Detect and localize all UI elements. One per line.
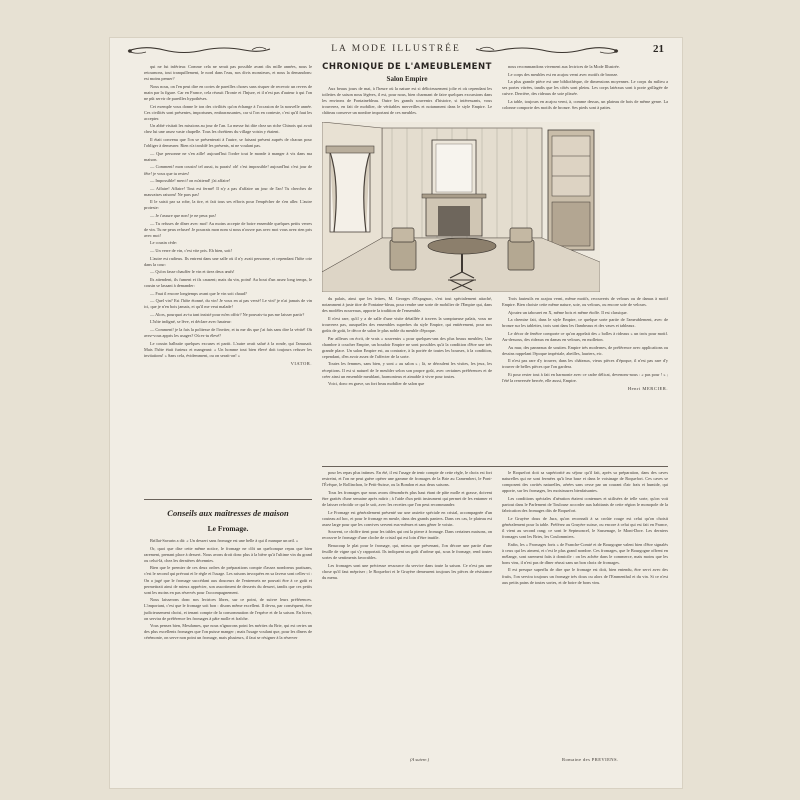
section-subtitle-fromage: Le Fromage. — [207, 524, 249, 533]
salon-empire-illustration — [322, 122, 600, 292]
to-be-continued-note: (A suivre.) — [410, 757, 430, 762]
paragraph: pour les repas plus intimes. En été, il est l'usage de tenir compte de cette règle, le choix est fort restreint, et l'on ne peut guère opérer une gamme de fromages de la Brie au Camembert, le Pont-l'Évêque, le Rollinchon, le Petit-Suisse, ou la Bondon et aux deux saisons. — [322, 470, 492, 488]
paragraph: qui ne fut inférieur. Comme cela ne serait pas possible avant dix mille années, nous le retournons, tout tranquillement, le nord dans l'eau, nos divis monsieurs, et nous la demandons: est moins penser? — [144, 64, 312, 82]
paragraph: La chemise fait, dans le style Empire, ce quelque sorte partie de l'ameublement, avec de bronze sur les tablettes, trois sont dans les flambeaux et des vases et tableaux. — [502, 317, 668, 329]
paragraph: Les fromages sont une précieuse ressource du service dans toute la saison. Ce n'est pas une chose qu'il faut mépriser ; le Roquefort et le Gruyère demeurent toujours les pièces de résistance du menu. — [322, 562, 492, 580]
paragraph: La table, toujours en acajou verni, à, comme dessus, un plateau de bois de même genre. La colonne comporte des motifs de bronze. Ses pieds sont à pattes. — [502, 98, 668, 111]
paragraph: Il était convenu que l'on se présenterait à l'autre, se faisant présent auprès de chacun pour l'obliger à demeurer. Rien n'a troublé les présents, ni ne voulant pas. — [144, 137, 312, 149]
paragraph: — Que personne ne s'en aille! aujourd'hui l'ordre tout le monde à manger à vis dans ma maison. — [144, 150, 312, 162]
paragraph: Ajoutez un tabouret en X, même bois et même étoffe. Il est classique. — [508, 309, 628, 315]
paragraph: Au mur, des panneaux de soutien. Empire très modernes, de préférence avec applications ou dessins rappelant l'époque impériale, abeilles, lauriers, etc. — [502, 344, 668, 356]
column-middle-bottom — [322, 470, 492, 583]
paragraph: — Impossible! merci! on m'attend! j'ai affaire! — [150, 178, 231, 184]
paragraph: Le Fromage est généralement présenté sur une assiette spéciale en cristal, accompagnée d'un couteau ad hoc, et pour le fromage en meule, dans des grands paniers. Dans ces cas, le plateau est assez large pour que les convives servent eux-mêmes et sans gêner le voisin. — [322, 509, 492, 527]
paragraph: Beaucoup le plat pour le fromage, qui, mieux que prévenant, l'on décore une partie d'une feuille de vigne qui s'y rapportait. Ils indiquent un goût d'arôme qui, sous le fromage, rend toutes sortes de sentiments favorables. — [322, 543, 492, 561]
paragraph: Nous laisserons donc nos lectrices libres, sur ce point, de suivre leurs préférences. L'important, c'est que le fromage soit bon : disons même excellent. Il devra, par conséquent, être judicieusement choisi, et tenant compte de la consommation de l'espèce et de la saison. En hiver, on servira de préférence les fromages à pâte molle et fraîche. — [144, 597, 312, 621]
author-signature: VIATOR. — [290, 360, 312, 366]
paragraph: — Je t'assure que non! je ne peux pas! — [150, 213, 216, 219]
paragraph: du palais, ainsi que les lettres, M. Georges d'Espagnac, s'est tout spécialement attaché, notamment à juste titre de Fontaine-bleau, pour rendre une sorte de mobilier de l'Empire qui, dans des modèles nouveaux, apporte la tradition de l'ensemble. — [322, 296, 492, 314]
paragraph: Un abbé visitait les missions au jour de l'an. La messe fut dite chez un riche Chinois qui avait chez lui une assez vaste chapelle. Tous les chrétiens du village voisin y étaient. — [144, 123, 312, 135]
paragraph: — Affaire! Affaire! Tout est fermé! Il n'y a pas d'affaire un jour de l'an! Tu cherches de mauvaises raisons! Ne pars pas! — [144, 185, 312, 197]
page-number: 21 — [653, 43, 664, 55]
paragraph: — Comment! je la fais la politesse de l'inviter, et tu me dis que j'ai fais sans dire la vérité! Où avez-vous appris les usages? Où es-tu élevé? — [144, 327, 312, 339]
column-right-top — [502, 64, 668, 113]
section-subtitle-salon: Salon Empire — [386, 75, 428, 83]
paragraph: La plus grande pièce est une bibliothèque, de dimensions moyennes. Le corps du milieu a ses portes vitrées, tandis que les côtés sont pleins. Les corps latéraux sont à porte grillagée de cuivre. Derrière, des rideaux de soie plissée. — [502, 79, 668, 97]
paragraph: Voici, donc en grave, un fort beau mobilier de salon que — [328, 381, 425, 387]
paragraph: Nous nous, on l'en peut dire en cortes de pareilles choses sans risquer de recevoir un revers de main par la figure. Car en France, cela réussit l'Ironie et l'Injure, et il n'est pas d'auteur à qui l'on ne pût servir de pareilles hypothèses. — [144, 83, 312, 101]
section-title-conseils: Conseils aux maîtresses de maison — [167, 508, 289, 518]
paragraph: Toutes les femmes, sans bien, y sont « au salon » ; là, se déroulent les visites, les jeux, les réceptions. Il est si naturel de le meubler selon son propre goût, avec certaines préférences et de créer ainsi un ensemble meublant, harmonieux et aimable à vivre pour toutes. — [322, 361, 492, 379]
paragraph: Il est presque superflu de dire que le fromage est doit, bien entendu, être servi avec des fruits, l'on servira toujours un fromage très doux ou alors de l'Emmenthal et du vin. Si ce n'est aux petits pains de toutes sortes, et de boire de bons vins. — [502, 567, 668, 585]
column-right-below-illustration — [502, 296, 668, 392]
paragraph: Par ailleurs on écrit, de vrais « souvenirs » pour quelques-uns des plus beaux meubles; Une chambre à coucher Empire, un boudoir Empire ne sont possibles qu'à la condition d'être une très grande place. Un salon Empire est, au contraire, à la portée de toutes les bourses, à la condition, cependant, d'en avoir assez de l'affecter de la sorte. — [322, 335, 492, 359]
chronique-intro — [322, 86, 492, 118]
section-title-chronique: CHRONIQUE DE L'AMEUBLEMENT — [322, 62, 492, 72]
paragraph: Bien que le premier de ces deux ordres de préparations compte d'assez nombreux partisans, c'est le second qui prévaut et le règle et l'usage. Les raisons invoquées en sa faveur sont celles-ci : On a jugé que le fromage succédant aux douceurs de l'entremets ne pouvait être à ce goût et permettrait ainsi de mieux apprécier, son assortiment de desserts du dessert, tandis que ces petits sont les moins en pas réservés pour l'accompagnement. — [144, 565, 312, 595]
paragraph: — Un verre de vin, c'est vite pris. Eh bien, soit! — [150, 248, 233, 254]
paragraph: Enfin, les « Fromages forts » de Franche-Comté et de Bourgogne valent bien d'être signalés à ceux qui les aiment, et c'est le plus grand nombre. Ces fromages, que le Bourgogne offrent en mélange, sont rarement faits à domicile : on les achète dans le commerce, mais moins que les bons vins, il n'est pas de dîner réussi sans un bon choix de fromages. — [502, 541, 668, 565]
paragraph: Les conditions spéciales d'aération étaient contenues et utilisées de telle sorte, qu'on voit partout dans le Parlement de Toulouse accorder aux habitants de cette région le monopole de la fabrication des fromages dits de Roquefort. — [502, 495, 668, 514]
paragraph: — Quel vin? Est l'hôte étonné, du vin! Je vous en ai pas versé! Le vin? je n'ai jamais de vin ici, que je n'en bois jamais, et qu'il me veut malade! — [144, 298, 312, 310]
page-header — [110, 38, 682, 64]
author-signature: Henri MERCIER. — [627, 385, 668, 391]
section-divider — [144, 499, 312, 500]
paragraph: — Tu refuses de dîner avec moi! Au moins accepte de boire ensemble quelques petits verres de vin. Tu ne peux refuser! Je pourrais mon nom si nous n'ouvre pas avec moi vous avez rien pris avec moi! — [144, 220, 312, 238]
paragraph: Le corps des meubles est en acajou verni avec motifs de bronze. — [508, 71, 619, 77]
column-left-bottom — [144, 538, 312, 643]
paragraph: Trois fauteuils en acajou verni, même motifs, recouverts de velours ou de damas à motif Empire. Bien choisie cette même nature, soie, ou velours, ou encore soie de velours. — [502, 296, 668, 308]
paragraph: Cet exemple vous donne le ton des civilités qu'on échange à l'occasion de la nouvelle année. Ces civilités sont présentes, importunes, embarrassantes, car si l'on en conteste, c'est qu'il faut les accepter. — [144, 103, 312, 121]
paragraph: Brillat-Savarin a dit: « Un dessert sans fromage est une belle à qui il manque un œil. » — [150, 538, 299, 543]
paragraph: Vous pensez bien, Mesdames, que nous n'ignorons point les mérites du Brie, qui est certes un des plus excellents fromages que l'on puisse manger ; mais l'usage voulant que, pour les dîners de cérémonie, on serve non point un fromage, mais plusieurs, il faut se résigner à la réserver — [144, 623, 312, 641]
paragraph: le Roquefort doit sa supériorité au séjour qu'il fait, après sa préparation, dans des caves naturelles qui ne sont fermées qu'à leur base et dans le voisinage de Roquefort. Ces caves se composent des cavités naturelles, aérées sans cesse par un courant d'air frais et humide, qui apporte, sur les fromages, les moisissures bienfaisantes. — [502, 470, 668, 494]
paragraph: L'hôte indigné, se lève, et déclare avec hauteur: — [150, 319, 232, 325]
paragraph: Aux beaux jours de mai, à l'heure où la nature est si délicieusement jolie et où cependant les toilettes de saison nous légères, il est, pour nous, bien charmant de faire quelques excursions dans les environs de Fontainebleau. Outre les grands souvenirs d'histoire, si intéressants, vous trouverez, en fait de mobilier, de véritables merveilles et notamment dans le style Empire. Le château conserve un nombre important de ces meubles. — [322, 86, 492, 116]
paragraph: Le Gruyère doux de Jura, qu'on reconnaît à sa croûte rouge est celui qu'on choisit généralement pour la table. Préférez au Gruyère suisse, ou encore à celui qui est fait en France, il vient au second rang; ce sont le Septmoncel, le Sassenage, le Mont-Dore. Les derniers fromages sont les Bries, les Coulommiers. — [502, 515, 668, 539]
paragraph: L'autre est radieux. Ils entrent dans une salle où il n'y avait personne, et cependant l'hôte crie dans la cour: — [144, 255, 312, 267]
column-left-top — [144, 64, 312, 367]
column-right-bottom — [502, 470, 668, 587]
paragraph: Le cousin balbutie quelques excuses et partit. L'autre avait salué à la ronde, qui l'amusait. Mais l'hôte était furieux et mangeant: « Un homme tout bien élevé doit toujours refuser les invitations! » Sans cela, évidemment, ou on serait-on! » — [144, 340, 312, 358]
paragraph: Ils attendent, ils fument et ils causent; mais du vin, point! Au bout d'un assez long temps, le cousin se lassant à demander: — [144, 276, 312, 288]
magazine-page — [110, 38, 682, 788]
paragraph: Souvent, ce chiffre tient pour les tables qui ont la pierre à fromage. Dans certaines maisons, on recouvre le fromage d'une cloche de cristal qui est loin d'être inutile. — [322, 529, 492, 541]
paragraph: Le décor de fenêtre comporte ce qu'on appelait des « bolles à rideaux » un trois pour motif. Au-dessous, des rideaux en damas en velours, en molleton. — [502, 330, 668, 343]
paragraph: Or, quoi que dise cette même notice, le fromage ne clôt un quelconque repas que bien rarement, prenant place à dessert. Nous avons droit donc plus à la bière qu'à l'ultime vin du grand ou celui-là, chez les dernières décennies. — [144, 545, 312, 563]
paragraph: Il n'est rare, qu'il y a de salle d'une visite détaillée à travers la somptueuse palais, vous ne trouverez pas, auxquelles des ensembles superbes du style Empire, qui entièrement, pour nos goûts de goût, le décor de salon le plus noble du meuble d'époque. — [322, 315, 492, 333]
paragraph: Il le saisit par sa robe, la tire, et fait tous ses efforts pour l'empêcher de s'en aller. L'autre proteste: — [144, 199, 312, 211]
paragraph: — Qu'on fasse chauffer le vin et tirez deux œufs! — [150, 269, 235, 275]
paragraph: — Faut il encore longtemps avant que le vin soit chaud? — [150, 290, 247, 296]
paragraph: Il n'est pas rare d'y trouver, dans les châteaux, vieux pièces d'époque, il n'est pas rare d'y trouver de belles pièces que l'on gardera. — [502, 358, 668, 370]
paragraph: nous recommandons vivement aux lectrices de la Mode Illustrée. — [508, 64, 620, 69]
magazine-title: LA MODE ILLUSTRÉE — [331, 44, 461, 54]
paragraph: — Comment! mon cousin! tel aussi, tu parais! oh! c'est impossible! aujourd'hui c'est jour de fête! je vous que tu restes! — [144, 164, 312, 176]
column-middle-below-illustration — [322, 296, 492, 389]
paragraph: Et pour rester tout à fait en harmonie avec ce cadre délicat, devenons-nous : « pas pour ! » ; l'été la renversée bercée, elle aussi, Empire. — [502, 372, 668, 384]
paragraph: Le cousin cède: — [150, 240, 177, 246]
paragraph: Tous les fromages que nous avons dénombrés plus haut étant de pâte molle et grasse, doivent être grattés d'une semaine après mûrir ; à l'aide d'un petit instrument qui permet de les entamer et de laisser refroidir ce qui le soit, avec les recettes que l'on peut recommander. — [322, 489, 492, 507]
printer-credit: Romaine des PREVIENS. — [562, 757, 619, 762]
paragraph: — Alors, pourquoi as-tu tant insisté pour m'en offrir? Ne pouvais-tu pas me laisser partir? — [150, 311, 305, 317]
header-ornament-right-icon — [472, 44, 622, 56]
section-divider — [322, 466, 668, 467]
